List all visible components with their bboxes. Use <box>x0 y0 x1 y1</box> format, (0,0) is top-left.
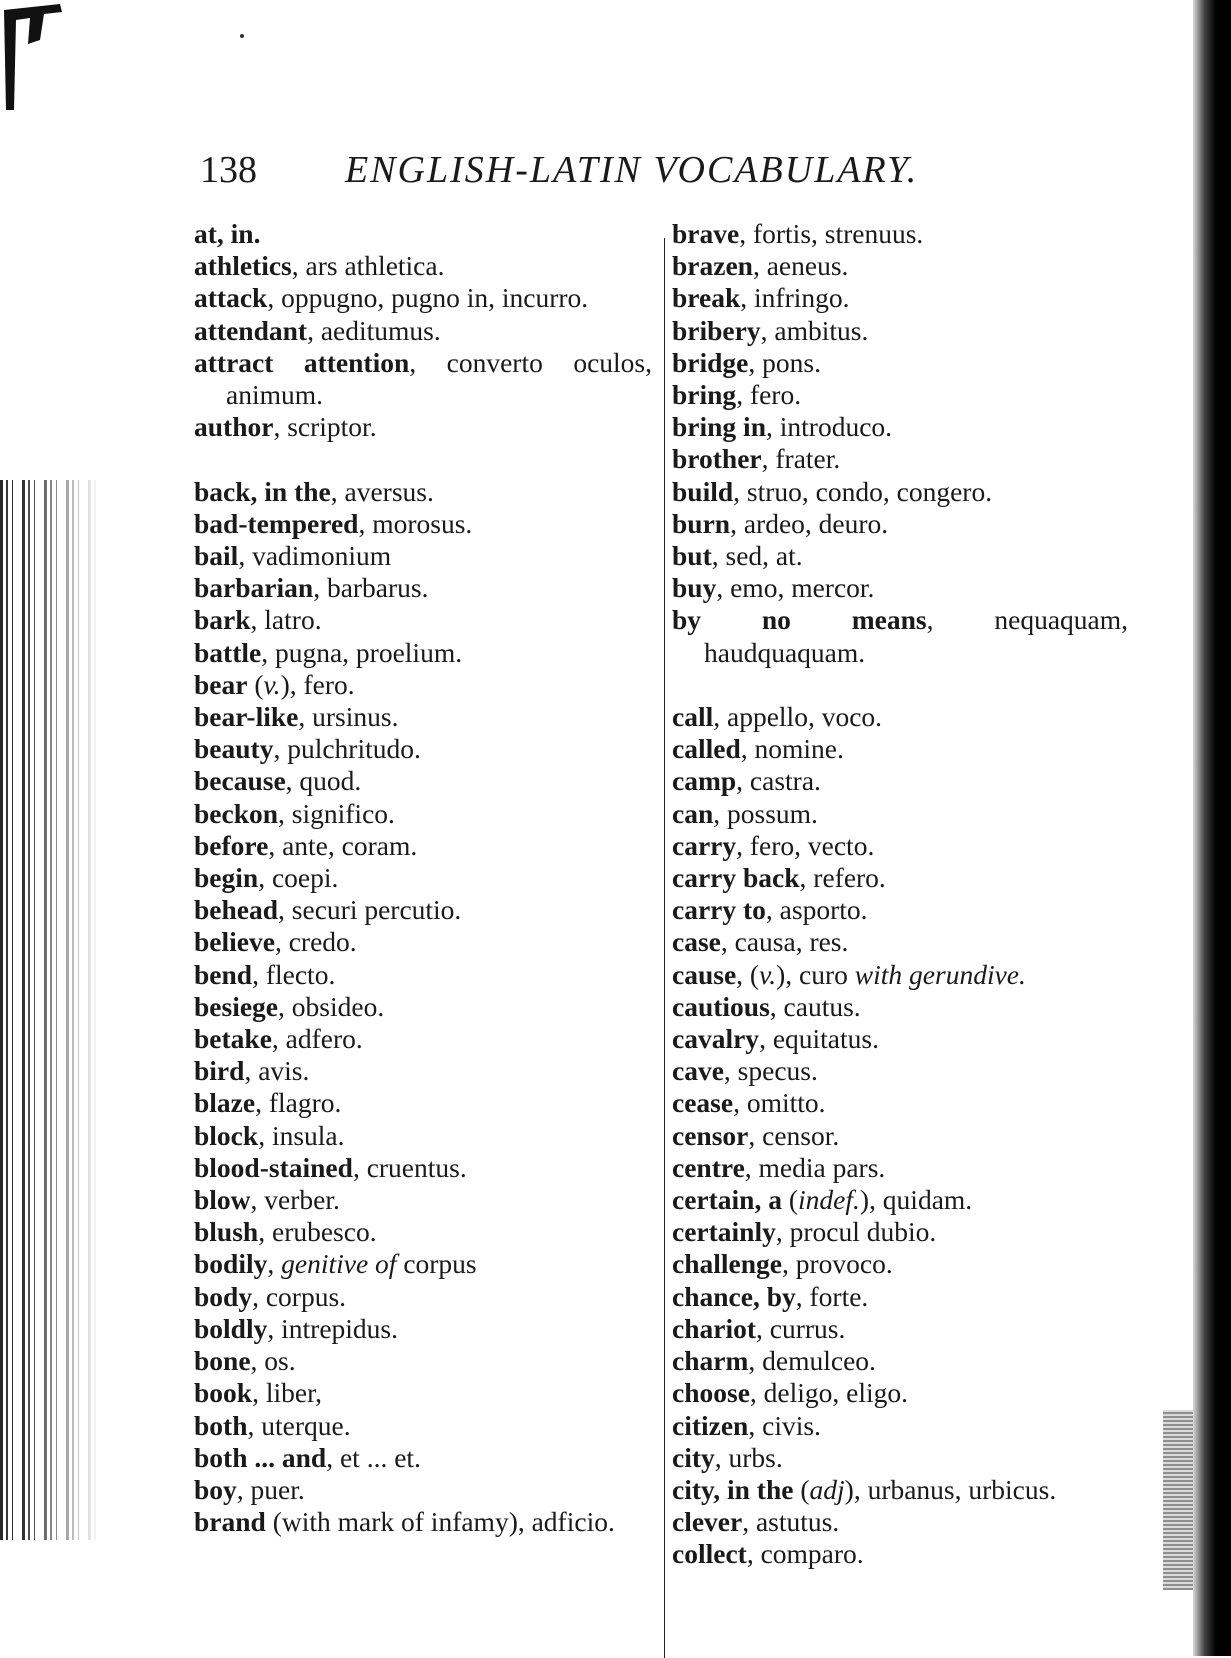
entry-term: bring <box>672 379 737 411</box>
vocab-entry <box>194 862 652 894</box>
vocab-entry <box>672 1442 1128 1474</box>
entry-note: indef. <box>798 1184 860 1216</box>
vocab-entry <box>672 540 1128 572</box>
vocabulary-column-left <box>194 218 652 1538</box>
vocab-entry <box>672 218 1128 250</box>
entry-term: bridge <box>672 346 749 378</box>
entry-term: bend <box>194 958 253 990</box>
vocab-entry <box>672 1313 1128 1345</box>
entry-term: carry <box>672 829 737 861</box>
vocabulary-column-right <box>672 218 1128 1571</box>
vocab-entry <box>672 1248 1128 1280</box>
entry-term: carry back <box>672 862 800 894</box>
entry-note: with gerundive. <box>854 958 1026 990</box>
vocab-entry <box>672 250 1128 282</box>
entry-definition: , intrepidus. <box>267 1312 398 1344</box>
entry-definition: , ardeo, deuro. <box>730 507 889 539</box>
entry-definition: , infringo. <box>740 282 850 314</box>
entry-term: break <box>672 282 741 314</box>
entry-term: cease <box>672 1087 734 1119</box>
vocab-entry <box>672 1377 1128 1409</box>
vocab-entry <box>672 991 1128 1023</box>
entry-term: behead <box>194 894 279 926</box>
entry-term: build <box>672 475 734 507</box>
entry-term: centre <box>672 1151 745 1183</box>
entry-term: body <box>194 1280 253 1312</box>
vocab-entry <box>672 1345 1128 1377</box>
entry-term: blood-stained <box>194 1151 353 1183</box>
entry-definition: , pulchritudo. <box>273 733 421 765</box>
entry-definition: , asporto. <box>765 894 868 926</box>
entry-definition: , barbarus. <box>313 572 429 604</box>
entry-term: citizen <box>672 1409 749 1441</box>
entry-definition: , omitto. <box>733 1087 826 1119</box>
vocab-entry <box>194 798 652 830</box>
entry-term: blow <box>194 1184 251 1216</box>
entry-definition: , insula. <box>258 1119 345 1151</box>
entry-definition: , os. <box>250 1345 296 1377</box>
entry-definition: , avis. <box>244 1055 310 1087</box>
entry-definition: , equitatus. <box>759 1023 879 1055</box>
entry-term: barbarian <box>194 572 314 604</box>
page-title: ENGLISH-LATIN VOCABULARY. <box>345 149 919 191</box>
scan-dust-dot <box>240 34 244 38</box>
vocab-entry <box>194 1248 652 1280</box>
entry-term: bring in <box>672 411 766 443</box>
entry-definition: , pons. <box>748 346 821 378</box>
vocab-entry <box>194 1410 652 1442</box>
vocab-entry <box>194 926 652 958</box>
entry-term: bad-tempered <box>194 507 359 539</box>
vocab-entry <box>672 1055 1128 1087</box>
entry-term: censor <box>672 1119 749 1151</box>
entry-definition: , adfero. <box>271 1023 363 1055</box>
entry-definition: , civis. <box>748 1409 821 1441</box>
vocab-entry <box>194 1152 652 1184</box>
entry-definition: ), urbanus, urbicus. <box>844 1473 1057 1505</box>
entry-term: charm <box>672 1345 749 1377</box>
vocab-entry <box>672 1474 1128 1506</box>
entry-term: choose <box>672 1377 750 1409</box>
scan-noise-right <box>1163 1410 1193 1590</box>
entry-definition: , oppugno, pugno in, incurro. <box>267 282 589 314</box>
entry-definition: , demulceo. <box>748 1345 876 1377</box>
entry-definition: , frater. <box>761 443 841 475</box>
vocab-entry <box>194 604 652 636</box>
entry-definition: , pugna, proelium. <box>261 636 463 668</box>
vocab-entry <box>672 379 1128 411</box>
entry-note: v. <box>263 668 281 700</box>
entry-term: call <box>672 701 714 733</box>
entry-definition: , fero, vecto. <box>736 829 875 861</box>
entry-definition: , astutus. <box>742 1506 840 1538</box>
entry-definition: , erubesco. <box>258 1216 377 1248</box>
entry-term: believe <box>194 926 275 958</box>
vocab-entry <box>672 959 1128 991</box>
entry-term: block <box>194 1119 259 1151</box>
entry-term: bear-like <box>194 701 299 733</box>
vocab-entry <box>672 926 1128 958</box>
entry-term: bribery <box>672 314 761 346</box>
entry-term: certainly <box>672 1216 776 1248</box>
entry-term: bird <box>194 1055 245 1087</box>
entry-punct: , <box>267 1248 282 1280</box>
entry-definition: , causa, res. <box>720 926 849 958</box>
entry-definition: , deligo, eligo. <box>749 1377 909 1409</box>
entry-term: both ... and <box>194 1441 327 1473</box>
entry-definition: , sed, at. <box>711 540 803 572</box>
entry-term: cave <box>672 1055 724 1087</box>
entry-term: beauty <box>194 733 274 765</box>
entry-term: author <box>194 411 274 443</box>
vocab-entry <box>194 637 652 669</box>
vocab-entry <box>672 1087 1128 1119</box>
entry-definition: , censor. <box>748 1119 840 1151</box>
entry-definition: , comparo. <box>746 1538 864 1570</box>
vocab-entry <box>672 1410 1128 1442</box>
vocab-entry <box>672 604 1128 668</box>
entry-definition: , procul dubio. <box>775 1216 937 1248</box>
vocab-entry <box>194 733 652 765</box>
entry-definition: corpus <box>396 1248 477 1280</box>
entry-term: before <box>194 829 269 861</box>
vocab-entry <box>194 572 652 604</box>
entry-term: can <box>672 797 714 829</box>
vocab-entry <box>672 830 1128 862</box>
entry-definition: , nomine. <box>740 733 844 765</box>
entry-definition: , media pars. <box>744 1151 886 1183</box>
entry-term: athletics <box>194 250 292 282</box>
vocab-entry <box>194 1474 652 1506</box>
entry-term: both <box>194 1409 248 1441</box>
entry-definition: , introduco. <box>766 411 893 443</box>
entry-definition: , refero. <box>799 862 886 894</box>
entry-note: v. <box>759 958 777 990</box>
vocab-entry <box>194 765 652 797</box>
entry-definition: , flecto. <box>252 958 336 990</box>
vocab-entry <box>194 1506 652 1538</box>
vocab-entry <box>194 1023 652 1055</box>
entry-term: city <box>672 1441 715 1473</box>
entry-definition: , urbs. <box>714 1441 783 1473</box>
entry-punct: ( <box>781 1184 799 1216</box>
vocab-entry <box>194 315 652 347</box>
scan-binding-fade <box>20 480 100 1540</box>
entry-term: case <box>672 926 721 958</box>
entry-term: attack <box>194 282 268 314</box>
entry-definition: , vadimonium <box>238 540 392 572</box>
entry-term: city, in the <box>672 1473 794 1505</box>
entry-definition: , ambitus. <box>760 314 869 346</box>
vocab-entry <box>672 1152 1128 1184</box>
vocab-entry <box>194 1377 652 1409</box>
entry-definition: , aversus. <box>330 475 434 507</box>
entry-term: beckon <box>194 797 279 829</box>
entry-term: because <box>194 765 286 797</box>
entry-term: challenge <box>672 1248 782 1280</box>
entry-definition: , morosus. <box>358 507 473 539</box>
entry-term: boy <box>194 1473 237 1505</box>
entry-definition: (with mark of infamy), adficio. <box>265 1506 615 1538</box>
entry-term: bodily <box>194 1248 268 1280</box>
entry-definition: , corpus. <box>252 1280 347 1312</box>
entry-term: bear <box>194 668 248 700</box>
vocab-entry <box>194 411 652 443</box>
vocab-entry <box>672 1281 1128 1313</box>
vocab-entry <box>672 443 1128 475</box>
entry-definition: , fortis, strenuus. <box>739 218 924 249</box>
entry-definition: , currus. <box>756 1312 846 1344</box>
vocab-entry <box>672 572 1128 604</box>
entry-term: bail <box>194 540 239 572</box>
vocab-entry <box>194 1216 652 1248</box>
entry-definition: , emo, mercor. <box>716 572 875 604</box>
vocab-entry <box>194 669 652 701</box>
vocab-entry <box>194 1442 652 1474</box>
vocab-entry <box>672 765 1128 797</box>
entry-term: blush <box>194 1216 259 1248</box>
entry-definition: , aeditumus. <box>307 314 441 346</box>
entry-term: certain, a <box>672 1184 782 1216</box>
entry-definition: ), fero. <box>280 668 355 700</box>
entry-term: clever <box>672 1506 743 1538</box>
entry-definition: , significo. <box>278 797 395 829</box>
vocab-entry <box>194 991 652 1023</box>
entry-definition: , obsideo. <box>278 990 385 1022</box>
entry-definition: , cruentus. <box>352 1151 467 1183</box>
column-divider <box>664 238 665 1658</box>
vocab-entry <box>194 894 652 926</box>
page-header <box>200 140 1000 200</box>
vocab-entry <box>194 1087 652 1119</box>
entry-definition: , specus. <box>723 1055 818 1087</box>
entry-definition: , aeneus. <box>752 250 849 282</box>
vocab-entry <box>194 540 652 572</box>
vocab-entry <box>194 1313 652 1345</box>
vocab-entry <box>672 282 1128 314</box>
vocab-entry <box>194 1281 652 1313</box>
entry-term: attendant <box>194 314 308 346</box>
entry-definition: , cautus. <box>769 990 861 1022</box>
entry-term: book <box>194 1377 253 1409</box>
scan-page-edge-right <box>1193 0 1231 1656</box>
section-gap <box>194 443 652 475</box>
entry-definition: , appello, voco. <box>713 701 883 733</box>
section-gap <box>672 669 1128 701</box>
entry-definition: , uterque. <box>247 1409 351 1441</box>
entry-definition: , latro. <box>250 604 322 636</box>
entry-definition: , scriptor. <box>273 411 377 443</box>
vocab-entry <box>194 476 652 508</box>
entry-definition: , nequaquam, haudquaquam. <box>704 604 1128 668</box>
vocab-entry <box>672 862 1128 894</box>
entry-note: adj <box>809 1473 845 1505</box>
entry-term: begin <box>194 862 259 894</box>
vocab-entry <box>672 476 1128 508</box>
entry-definition: , et ... et. <box>326 1441 421 1473</box>
vocab-entry <box>672 733 1128 765</box>
entry-definition: ), quidam. <box>859 1184 973 1216</box>
entry-term: collect <box>672 1538 747 1570</box>
entry-term: chariot <box>672 1312 757 1344</box>
vocab-entry <box>672 1506 1128 1538</box>
entry-term: bark <box>194 604 251 636</box>
vocab-entry <box>672 411 1128 443</box>
entry-definition: , liber, <box>252 1377 323 1409</box>
entry-definition: , coepi. <box>258 862 339 894</box>
entry-definition: , provoco. <box>782 1248 893 1280</box>
entry-definition: , ursinus. <box>298 701 399 733</box>
entry-term: buy <box>672 572 717 604</box>
entry-term: back, in the <box>194 475 331 507</box>
entry-term: but <box>672 540 712 572</box>
entry-term: betake <box>194 1023 272 1055</box>
vocab-entry <box>672 1216 1128 1248</box>
entry-definition: , puer. <box>236 1473 305 1505</box>
page-number: 138 <box>200 149 257 191</box>
entry-term: cavalry <box>672 1023 760 1055</box>
entry-definition: , fero. <box>736 379 802 411</box>
vocab-entry <box>194 959 652 991</box>
entry-term: bone <box>194 1345 251 1377</box>
entry-term: by no means <box>672 604 927 636</box>
entry-term: cause <box>672 958 737 990</box>
vocab-entry <box>672 1023 1128 1055</box>
vocab-entry <box>194 250 652 282</box>
vocab-entry <box>194 701 652 733</box>
entry-definition: , possum. <box>713 797 818 829</box>
scan-corner-mark <box>0 0 70 110</box>
entry-definition: , ante, coram. <box>268 829 418 861</box>
entry-term: brother <box>672 443 762 475</box>
entry-definition: ), curo <box>776 958 855 990</box>
entry-definition: , struo, condo, congero. <box>733 475 993 507</box>
entry-punct: ( <box>793 1473 810 1505</box>
vocab-entry <box>672 701 1128 733</box>
vocab-entry <box>194 282 652 314</box>
entry-term: called <box>672 733 741 765</box>
vocab-entry <box>194 1120 652 1152</box>
vocab-entry <box>194 347 652 411</box>
entry-term: brave <box>672 218 740 249</box>
vocab-entry <box>194 830 652 862</box>
entry-definition: , quod. <box>285 765 362 797</box>
entry-definition: , converto oculos, animum. <box>226 346 652 411</box>
vocab-entry <box>672 315 1128 347</box>
entry-term: attract attention <box>194 346 410 378</box>
entry-term: carry to <box>672 894 766 926</box>
entry-term: at, in. <box>194 218 261 249</box>
entry-term: chance, by <box>672 1280 796 1312</box>
entry-term: brazen <box>672 250 753 282</box>
vocab-entry <box>672 894 1128 926</box>
vocab-entry <box>194 1184 652 1216</box>
entry-note: genitive of <box>281 1248 397 1280</box>
entry-definition: , verber. <box>250 1184 340 1216</box>
vocab-entry <box>194 508 652 540</box>
entry-term: cautious <box>672 990 770 1022</box>
entry-term: blaze <box>194 1087 256 1119</box>
vocab-entry <box>194 1345 652 1377</box>
entry-definition: , flagro. <box>255 1087 342 1119</box>
entry-term: camp <box>672 765 737 797</box>
vocab-entry <box>672 1120 1128 1152</box>
entry-term: battle <box>194 636 262 668</box>
vocab-entry <box>194 1055 652 1087</box>
entry-term: burn <box>672 507 731 539</box>
entry-term: besiege <box>194 990 279 1022</box>
entry-term: brand <box>194 1506 266 1538</box>
vocab-entry <box>672 798 1128 830</box>
vocab-entry <box>672 1184 1128 1216</box>
entry-definition: , securi percutio. <box>278 894 462 926</box>
entry-definition: , forte. <box>795 1280 869 1312</box>
entry-definition: , castra. <box>736 765 821 797</box>
vocab-entry <box>672 347 1128 379</box>
entry-definition: , ars athletica. <box>291 250 445 282</box>
vocab-entry <box>672 1538 1128 1570</box>
entry-term: boldly <box>194 1312 268 1344</box>
vocab-entry <box>194 218 652 250</box>
entry-punct: , ( <box>736 958 760 990</box>
vocab-entry <box>672 508 1128 540</box>
entry-definition: , credo. <box>274 926 357 958</box>
entry-punct: ( <box>247 668 264 700</box>
